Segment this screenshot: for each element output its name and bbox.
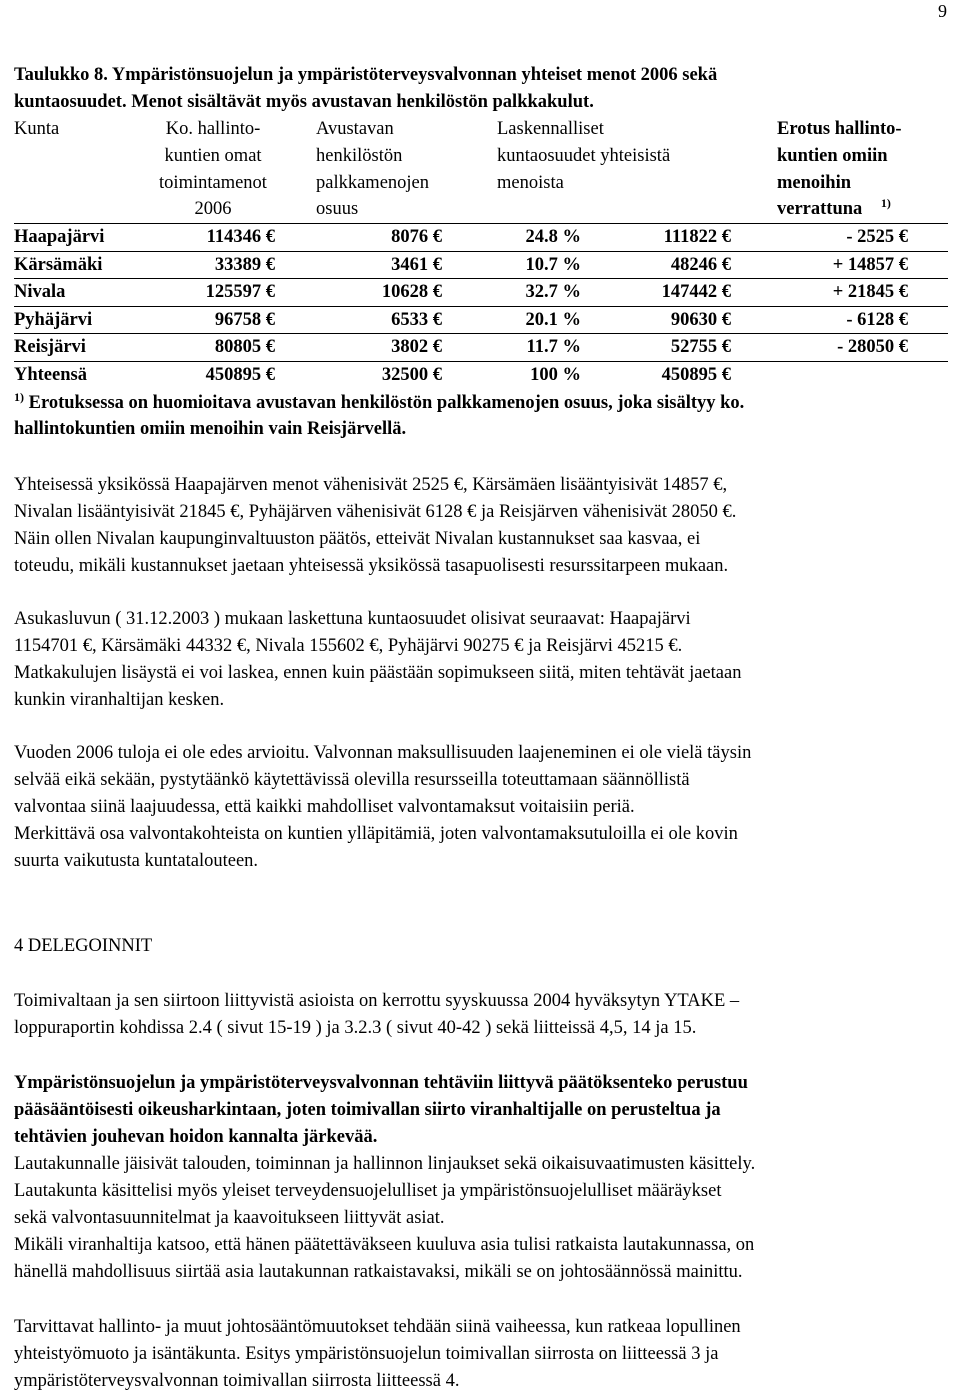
cell-calculated-shares [492,224,772,252]
header-calculated-shares-line: Laskennalliset [497,119,604,139]
text-line: loppuraportin kohdissa 2.4 ( sivut 15-19 ) ja 3.2.3 ( sivut 40-42 ) sekä liitteissä 4,5, 14 ja 15. [14,1018,697,1039]
cell-percent: 10.7 % [525,254,581,275]
section-heading: 4 DELEGOINNIT [14,936,153,957]
header-difference-line: menoihin [777,172,852,193]
paragraph-population-shares [14,606,948,714]
cell-kunta: Nivala [14,279,115,307]
header-calculated-shares-line: kuntaosuudet yhteisistä [497,145,671,166]
paragraph-rule-changes [14,1314,948,1395]
header-difference-line: Erotus hallinto- [777,119,902,139]
cell-difference: - 28050 € [772,334,948,362]
text-line: toteudu, mikäli kustannukset jaetaan yhteisessä yksikössä tasapuolisesti resurssitarpeen mukaan. [14,556,729,577]
table-caption-line-2: kuntaosuudet. Menot sisältävät myös avustavan henkilöstön palkkakulut. [14,92,594,112]
cell-calculated-shares [492,306,772,334]
table-caption [14,62,948,116]
text-line: 1154701 €, Kärsämäki 44332 €, Nivala 155602 €, Pyhäjärvi 90275 € ja Reisjärvi 45215 €. [14,636,683,657]
text-line: Merkittävä osa valvontakohteista on kuntien ylläpitämiä, joten valvontamaksutuloilla ei ole kovin [14,824,738,845]
cell-assistant-staff: 3461 € [311,251,492,279]
text-line: yhteistyömuoto ja isäntäkunta. Esitys ympäristönsuojelun toimivallan siirrosta on liitteessä 3 ja [14,1344,719,1365]
cell-kunta: Haapajärvi [14,224,115,252]
cell-own-costs: 114346 € [115,224,311,252]
header-assistant-staff [311,116,492,224]
cell-calculated-shares [492,279,772,307]
table-header-row [14,116,948,224]
cell-difference: + 14857 € [772,251,948,279]
text-line: Lautakunnalle jäisivät talouden, toiminnan ja hallinnon linjaukset sekä oikaisuvaatimusten käsittely. [14,1154,756,1175]
cell-assistant-staff: 8076 € [311,224,492,252]
cell-assistant-staff: 32500 € [311,361,492,388]
footnote-line-1: Erotuksessa on huomioitava avustavan henkilöstön palkkamenojen osuus, joka sisältyy ko. [28,393,745,414]
table-caption-line-1: Taulukko 8. Ympäristönsuojelun ja ympäristöterveysvalvonnan yhteiset menot 2006 sekä [14,65,718,85]
table-row-total [14,361,948,388]
cell-kunta: Yhteensä [14,361,115,388]
text-line: kunkin viranhaltijan kesken. [14,690,225,711]
text-line: Lautakunta käsittelisi myös yleiset terveydensuojelulliset ja ympäristönsuojelulliset määräykset [14,1181,722,1202]
cell-amount: 450895 € [661,364,731,385]
text-line: valvontaa siinä laajuudessa, että kaikki mahdolliset valvontamaksut voitaisiin periä. [14,797,635,818]
text-line: sekä valvontasuunnitelmat ja kaavoitukseen liittyvät asiat. [14,1208,445,1229]
table-row [14,251,948,279]
text-line: Mikäli viranhaltija katsoo, että hänen päätettäväkseen kuuluva asia tulisi ratkaista lautakunnassa, on [14,1235,755,1256]
header-assistant-staff-line: palkkamenojen [316,172,430,193]
header-own-costs-line: 2006 [194,199,232,220]
header-difference-line: verrattuna [777,199,863,220]
paragraph-committee-role [14,1151,948,1286]
table-footnote [14,390,948,442]
text-line: tehtävien jouhevan hoidon kannalta järkevää. [14,1127,378,1148]
table-row [14,306,948,334]
cell-difference: - 6128 € [772,306,948,334]
cell-assistant-staff: 6533 € [311,306,492,334]
table-row [14,334,948,362]
cell-amount: 48246 € [670,254,731,275]
cell-percent: 100 % [530,364,581,385]
cell-amount: 147442 € [661,282,731,303]
cell-amount: 52755 € [670,337,731,358]
cell-assistant-staff: 3802 € [311,334,492,362]
header-own-costs-line: Ko. hallinto- [165,119,261,139]
cell-percent: 24.8 % [525,227,581,248]
header-difference-line: kuntien omiin [777,145,888,166]
footnote-mark: 1) [14,390,24,405]
header-own-costs-line: toimintamenot [159,172,267,193]
header-kunta: Kunta [14,119,60,139]
cell-kunta: Pyhäjärvi [14,306,115,334]
cell-amount: 111822 € [663,227,731,248]
header-difference [772,116,948,224]
text-line: Tarvittavat hallinto- ja muut johtosääntömuutokset tehdään siinä vaiheessa, kun ratkeaa lopullinen [14,1317,741,1338]
text-line: ympäristöterveysvalvonnan toimivallan siirrosta liitteessä 4. [14,1371,460,1392]
paragraph-decision-basis [14,1070,948,1151]
cell-calculated-shares [492,361,772,388]
text-line: selvää eikä sekään, pystytäänkö käytettävissä olevilla resursseilla toteuttamaan säännöllistä [14,770,690,791]
text-line: Asukasluvun ( 31.12.2003 ) mukaan laskettuna kuntaosuudet olisivat seuraavat: Haapajärvi [14,609,691,630]
document-body [14,62,948,1395]
text-line: Näin ollen Nivalan kaupunginvaltuuston päätös, etteivät Nivalan kustannukset saa kasvaa, ei [14,529,701,550]
text-line: Nivalan lisääntyisivät 21845 €, Pyhäjärven vähenisivät 6128 € ja Reisjärven vähenisivät 28050 €. [14,502,737,523]
cell-kunta: Kärsämäki [14,251,115,279]
cell-own-costs: 33389 € [115,251,311,279]
cell-percent: 20.1 % [525,309,581,330]
paragraph-unit-costs [14,472,948,580]
cost-share-table [14,116,948,388]
text-line: pääsääntöisesti oikeusharkintaan, joten toimivallan siirto viranhaltijalle on perusteltua ja [14,1100,721,1121]
cell-kunta: Reisjärvi [14,334,115,362]
page-number: 9 [938,1,947,21]
text-line: Ympäristönsuojelun ja ympäristöterveysvalvonnan tehtäviin liittyvä päätöksenteko perustuu [14,1073,748,1094]
cell-percent: 11.7 % [526,337,581,358]
cell-own-costs: 450895 € [115,361,311,388]
text-line: hänellä mahdollisuus siirtää asia lautakunnan ratkaistavaksi, mikäli se on johtosäännössä mainittu. [14,1262,743,1283]
cell-difference [772,361,948,388]
text-line: suurta vaikutusta kuntatalouteen. [14,851,259,872]
cell-assistant-staff: 10628 € [311,279,492,307]
table-row [14,224,948,252]
cell-own-costs: 96758 € [115,306,311,334]
cell-percent: 32.7 % [525,282,581,303]
text-line: Yhteisessä yksikössä Haapajärven menot vähenisivät 2525 €, Kärsämäen lisääntyisivät 14857 €, [14,475,728,496]
footnote-line-2: hallintokuntien omiin menoihin vain Reisjärvellä. [14,419,407,440]
table-row [14,279,948,307]
header-own-costs-line: kuntien omat [164,145,262,166]
cell-difference: - 2525 € [772,224,948,252]
header-assistant-staff-line: henkilöstön [316,145,403,166]
paragraph-income [14,740,948,875]
header-assistant-staff-line: osuus [316,199,359,220]
text-line: Vuoden 2006 tuloja ei ole edes arvioitu. Valvonnan maksullisuuden laajeneminen ei ole vielä täysin [14,743,752,764]
header-assistant-staff-line: Avustavan [316,119,394,139]
header-difference-footnote-mark: 1) [880,196,891,211]
cell-own-costs: 125597 € [115,279,311,307]
header-calculated-shares [492,116,772,224]
header-calculated-shares-line: menoista [497,172,564,193]
cell-own-costs: 80805 € [115,334,311,362]
cell-calculated-shares [492,251,772,279]
cell-calculated-shares [492,334,772,362]
text-line: Toimivaltaan ja sen siirtoon liittyvistä asioista on kerrottu syyskuussa 2004 hyväksytyn YTAKE – [14,991,740,1012]
cell-amount: 90630 € [670,309,731,330]
text-line: Matkakulujen lisäystä ei voi laskea, ennen kuin päästään sopimukseen siitä, miten tehtävät jaetaan [14,663,742,684]
header-own-costs [115,116,311,224]
cell-difference: + 21845 € [772,279,948,307]
paragraph-authority-transfer [14,988,948,1042]
